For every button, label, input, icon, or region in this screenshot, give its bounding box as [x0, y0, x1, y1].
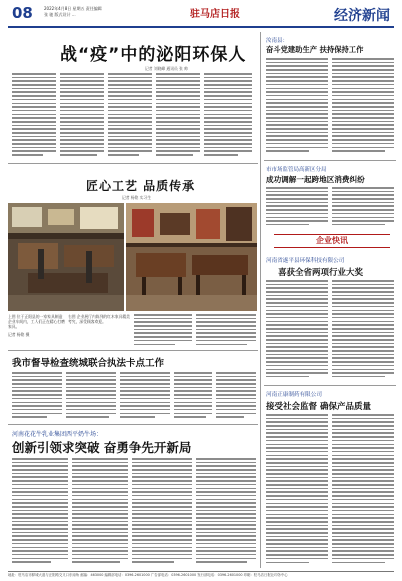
- page-number: 08: [12, 4, 33, 22]
- feature-headline: 匠心工艺 品质传承: [86, 179, 196, 193]
- feature-caption-2: 右图 企业展厅内陈列的红木家具精美考究，深受顾客欢迎。: [68, 314, 130, 324]
- top-story-body-col-1: [12, 73, 56, 158]
- express-item-2-headline: 接受社会监督 确保产品质量: [266, 402, 371, 412]
- right-story-2-kicker: 市市场监管局高新区分局: [266, 167, 327, 173]
- lower-story-body-col-4: [196, 458, 256, 565]
- divider-top-story: [8, 163, 258, 164]
- corporate-express-banner: [264, 231, 400, 251]
- divider-feature: [8, 350, 258, 351]
- section-name: 经济新闻: [334, 8, 390, 24]
- feature-body-col-1: [134, 314, 192, 347]
- page-footer: 地址：驻马店市驿城大道与正阳路交叉口东南角 邮编：463000 编辑部电话：0396-2601000 广告部电话：0396-2601000 发行部电话：0396-2601000 印刷：驻马店日报社印务中心: [8, 571, 394, 577]
- header-rule: [8, 26, 394, 28]
- inspection-body-col-5: [216, 372, 256, 420]
- inspection-headline: 我市督导检查统城联合执法卡点工作: [12, 358, 165, 369]
- top-story-body-col-5: [204, 73, 252, 158]
- express-item-1-kicker: 河南省遂平县环保科技有限公司: [266, 258, 345, 264]
- furniture-showroom-photo: [126, 203, 257, 311]
- right-story-2-headline: 成功调解一起跨地区消费纠纷: [266, 175, 365, 184]
- lower-story-kicker: 河南花花牛乳业集团西平奶牛场：: [12, 431, 103, 438]
- date-line: 2022年4月8日 星期五 责任编辑 张 驰 版式设计 ...: [44, 6, 102, 17]
- inspection-body-col-3: [120, 372, 170, 420]
- divider-inspection: [8, 424, 258, 425]
- divider-right-2: [264, 385, 396, 386]
- top-story-body-col-2: [60, 73, 104, 158]
- express-item-2-body-col-2: [332, 414, 394, 565]
- inspection-body-col-4: [174, 372, 212, 420]
- lower-story-body-col-2: [72, 458, 128, 565]
- top-story-headline: 战“疫”中的泌阳环保人: [60, 45, 247, 65]
- corporate-express-title: 企业快讯: [274, 234, 390, 248]
- inspection-body-col-2: [66, 372, 116, 420]
- divider-right-1: [264, 160, 396, 161]
- paper-name: 驻马店日报: [190, 9, 240, 20]
- express-item-2-kicker: 河南正康制药有限公司: [266, 392, 322, 398]
- right-story-1-body-col-2: [332, 58, 394, 154]
- column-divider: [260, 32, 261, 568]
- express-item-2-body-col-1: [266, 414, 328, 565]
- top-story-byline: 记者 刘晓峰 通讯员 张 帅: [145, 66, 188, 71]
- lower-story-body-col-1: [12, 458, 68, 565]
- feature-caption-3: 记者 杨铭 摄: [8, 332, 30, 337]
- feature-body-col-2: [196, 314, 256, 347]
- right-story-2-body-col-2: [332, 187, 394, 228]
- lower-story-headline: 创新引领求突破 奋勇争先开新局: [12, 440, 192, 455]
- right-story-1-body-col-1: [266, 58, 328, 154]
- feature-byline: 记者 杨铭 实习生: [122, 195, 151, 200]
- right-story-1-headline: 奋斗党建助生产 扶持保持工作: [266, 45, 364, 54]
- right-story-1-kicker: 汝南县：: [266, 38, 289, 44]
- feature-caption-1: 上图 位于正阳县的一家家具制造企业车间内，工人们正在精心打磨家具。: [8, 314, 65, 329]
- factory-workshop-photo: [8, 203, 124, 311]
- right-story-2-body-col-1: [266, 187, 328, 228]
- top-story-body-col-3: [108, 73, 152, 158]
- page-header: [0, 0, 402, 30]
- inspection-body-col-1: [12, 372, 62, 420]
- top-story-body-col-4: [156, 73, 200, 158]
- lower-story-body-col-3: [132, 458, 192, 565]
- express-item-1-body-col-2: [332, 280, 394, 380]
- express-item-1-body-col-1: [266, 280, 328, 380]
- express-item-1-headline: 喜获全省两项行业大奖: [278, 268, 364, 278]
